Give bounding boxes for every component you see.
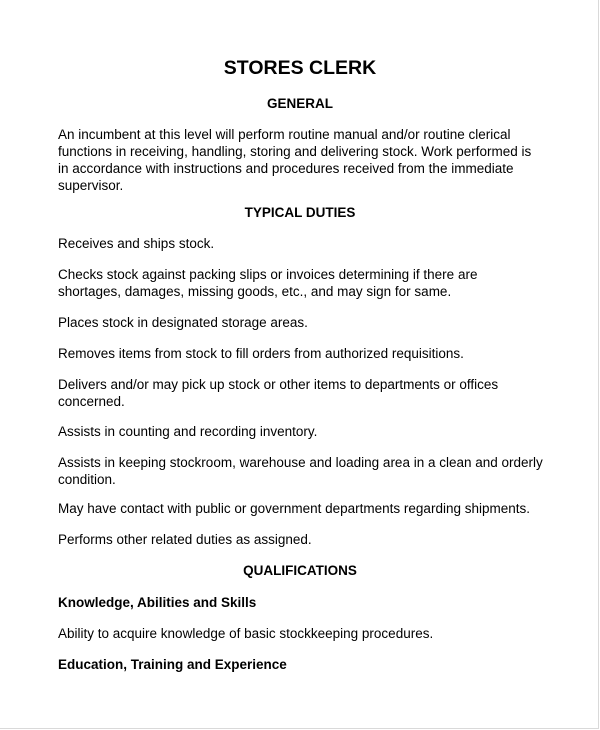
duty-line: Delivers and/or may pick up stock or other items to departments or offices	[58, 377, 499, 392]
duty-item	[58, 500, 558, 517]
knowledge-paragraph: Ability to acquire knowledge of basic stockkeeping procedures.	[58, 626, 434, 641]
general-line: in accordance with instructions and procedures received from the immediate	[58, 161, 514, 176]
duty-line: May have contact with public or government departments regarding shipments.	[58, 501, 530, 516]
duty-item	[58, 376, 558, 410]
general-line: functions in receiving, handling, storing and delivering stock. Work performed is	[58, 144, 532, 159]
section-heading-general: GENERAL	[266, 96, 333, 111]
duty-item	[58, 235, 558, 252]
duty-line: Checks stock against packing slips or invoices determining if there are	[58, 267, 478, 282]
duty-line: Assists in keeping stockroom, warehouse and loading area in a clean and orderly	[58, 455, 543, 470]
duty-line: condition.	[58, 472, 116, 487]
duty-line: Removes items from stock to fill orders from authorized requisitions.	[58, 346, 464, 361]
duty-item	[58, 345, 558, 362]
general-paragraph	[58, 126, 558, 194]
duty-item	[58, 454, 558, 488]
document-title: STORES CLERK	[223, 57, 377, 79]
duty-item	[58, 423, 558, 440]
duty-line: Assists in counting and recording inventory.	[58, 424, 318, 439]
duty-item	[58, 531, 558, 548]
duty-line: shortages, damages, missing goods, etc., and may sign for same.	[58, 284, 452, 299]
duty-line: Places stock in designated storage areas.	[58, 315, 308, 330]
duty-item	[58, 314, 558, 331]
duty-item	[58, 266, 558, 300]
duty-line: concerned.	[58, 394, 125, 409]
general-line: supervisor.	[58, 178, 124, 193]
subheading-education: Education, Training and Experience	[58, 657, 287, 672]
general-line: An incumbent at this level will perform routine manual and/or routine clerical	[58, 127, 511, 142]
subheading-knowledge: Knowledge, Abilities and Skills	[58, 595, 257, 610]
section-heading-qualifications: QUALIFICATIONS	[243, 563, 357, 578]
duty-line: Performs other related duties as assigned.	[58, 532, 312, 547]
section-heading-typical-duties: TYPICAL DUTIES	[244, 205, 356, 220]
duty-line: Receives and ships stock.	[58, 236, 215, 251]
